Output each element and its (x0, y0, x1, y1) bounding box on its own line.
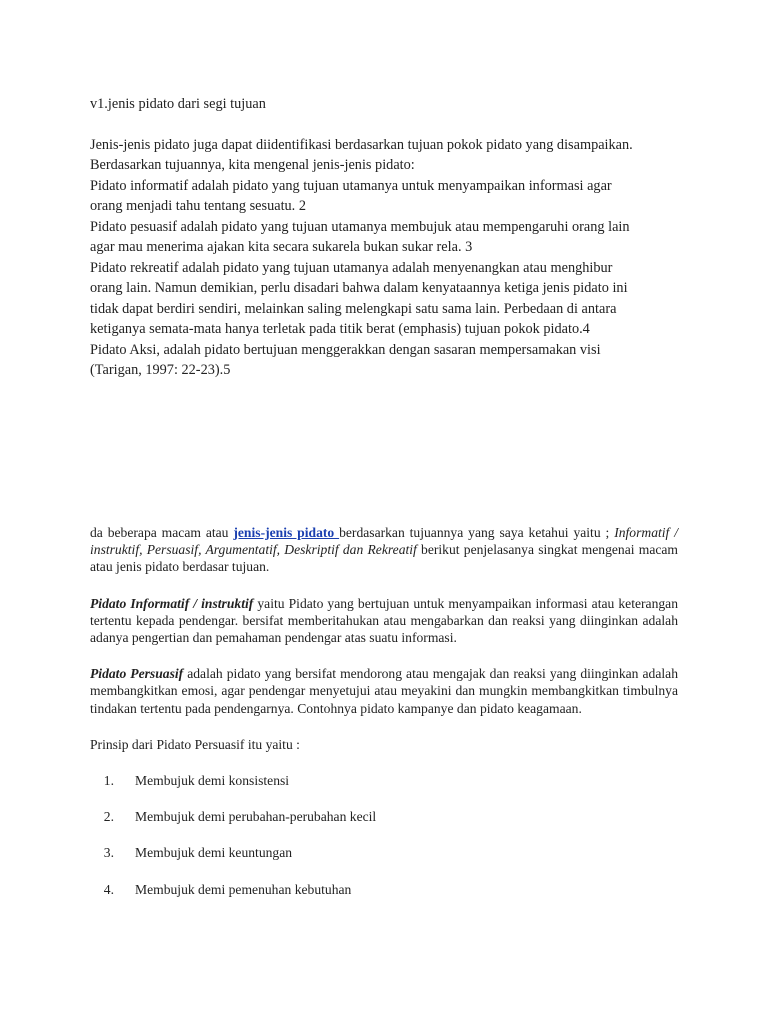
list-item (90, 844, 678, 861)
list-item (90, 808, 678, 825)
informatif-paragraph (90, 595, 678, 647)
list-text: Membujuk demi konsistensi (135, 773, 290, 789)
jenis-jenis-pidato-link[interactable]: jenis-jenis pidato (233, 525, 340, 540)
list-number: 3. (103, 845, 114, 861)
list-number: 2. (103, 809, 114, 825)
text-line: orang menjadi tahu tentang sesuatu. 2 (90, 198, 306, 214)
text-line: Pidato pesuasif adalah pidato yang tujuan utamanya membujuk atau mempengaruhi orang lain (90, 218, 630, 235)
list-text: Membujuk demi perubahan-perubahan kecil (135, 809, 377, 825)
text-line: tidak dapat berdiri sendiri, melainkan saling melengkapi satu sama lain. Perbedaan di antara (90, 300, 617, 317)
text-line: ketiganya semata-mata hanya terletak pada titik berat (emphasis) tujuan pokok pidato.4 (90, 321, 590, 337)
text-line: Pidato Aksi, adalah pidato bertujuan menggerakkan dengan sasaran mempersamakan visi (90, 341, 601, 358)
intro-paragraph (90, 524, 678, 576)
text-line: (Tarigan, 1997: 22-23).5 (90, 362, 231, 378)
section-jenis-pidato-tujuan (90, 94, 680, 381)
list-text: Membujuk demi keuntungan (135, 845, 293, 861)
list-number: 1. (103, 773, 114, 789)
text-line: Pidato rekreatif adalah pidato yang tujuan utamanya adalah menyenangkan atau menghibur (90, 259, 613, 276)
intro-text-after: berdasarkan tujuannya yang saya ketahui yaitu ; (339, 525, 615, 540)
list-text: Membujuk demi pemenuhan kebutuhan (135, 881, 352, 897)
text-line: Berdasarkan tujuannya, kita mengenal jenis-jenis pidato: (90, 157, 415, 173)
intro-text-tail: berikut penjelasanya singkat mengenai macam atau jenis pidato berdasar tujuan. (90, 542, 678, 575)
persuasif-paragraph (90, 665, 678, 717)
section-heading: v1.jenis pidato dari segi tujuan (90, 96, 266, 112)
prinsip-heading: Prinsip dari Pidato Persuasif itu yaitu : (90, 736, 300, 752)
informatif-term: Pidato Informatif / instruktif (90, 595, 254, 611)
intro-text-before: da beberapa macam atau (90, 525, 234, 540)
persuasif-term: Pidato Persuasif (90, 666, 184, 682)
section-macam-pidato (90, 524, 678, 917)
persuasif-text: adalah pidato yang bersifat mendorong atau mengajak dan reaksi yang diinginkan adalah membangkitkan emosi, agar pendengar menyetujui atau meyakini dan mungkin membangkitkan timbulnya tindakan tertentu pada pendengarnya. Contohnya pidato kampanye dan pidato keagamaan. (90, 666, 678, 716)
prinsip-list (90, 772, 678, 898)
text-line: Pidato informatif adalah pidato yang tujuan utamanya untuk menyampaikan informasi agar (90, 177, 612, 194)
text-line: agar mau menerima ajakan kita secara sukarela bukan sukar rela. 3 (90, 239, 473, 255)
list-item (90, 772, 678, 789)
text-line: orang lain. Namun demikian, perlu disadari bahwa dalam kenyataannya ketiga jenis pidato ini (90, 280, 628, 296)
text-line: Jenis-jenis pidato juga dapat diidentifikasi berdasarkan tujuan pokok pidato yang disampaikan. (90, 136, 633, 153)
list-number: 4. (103, 881, 114, 897)
informatif-text: yaitu Pidato yang bertujuan untuk menyampaikan informasi atau keterangan tertentu kepada pendengar. bersifat memberitahukan atau mengabarkan dan reaksi yang diinginkan adalah adanya pengertian dan pemahaman pendengar atas suatu informasi. (90, 595, 678, 646)
pidato-types: Informatif / instruktif, Persuasif, Argumentatif, Deskriptif dan Rekreatif (90, 525, 679, 558)
list-item (90, 881, 678, 898)
